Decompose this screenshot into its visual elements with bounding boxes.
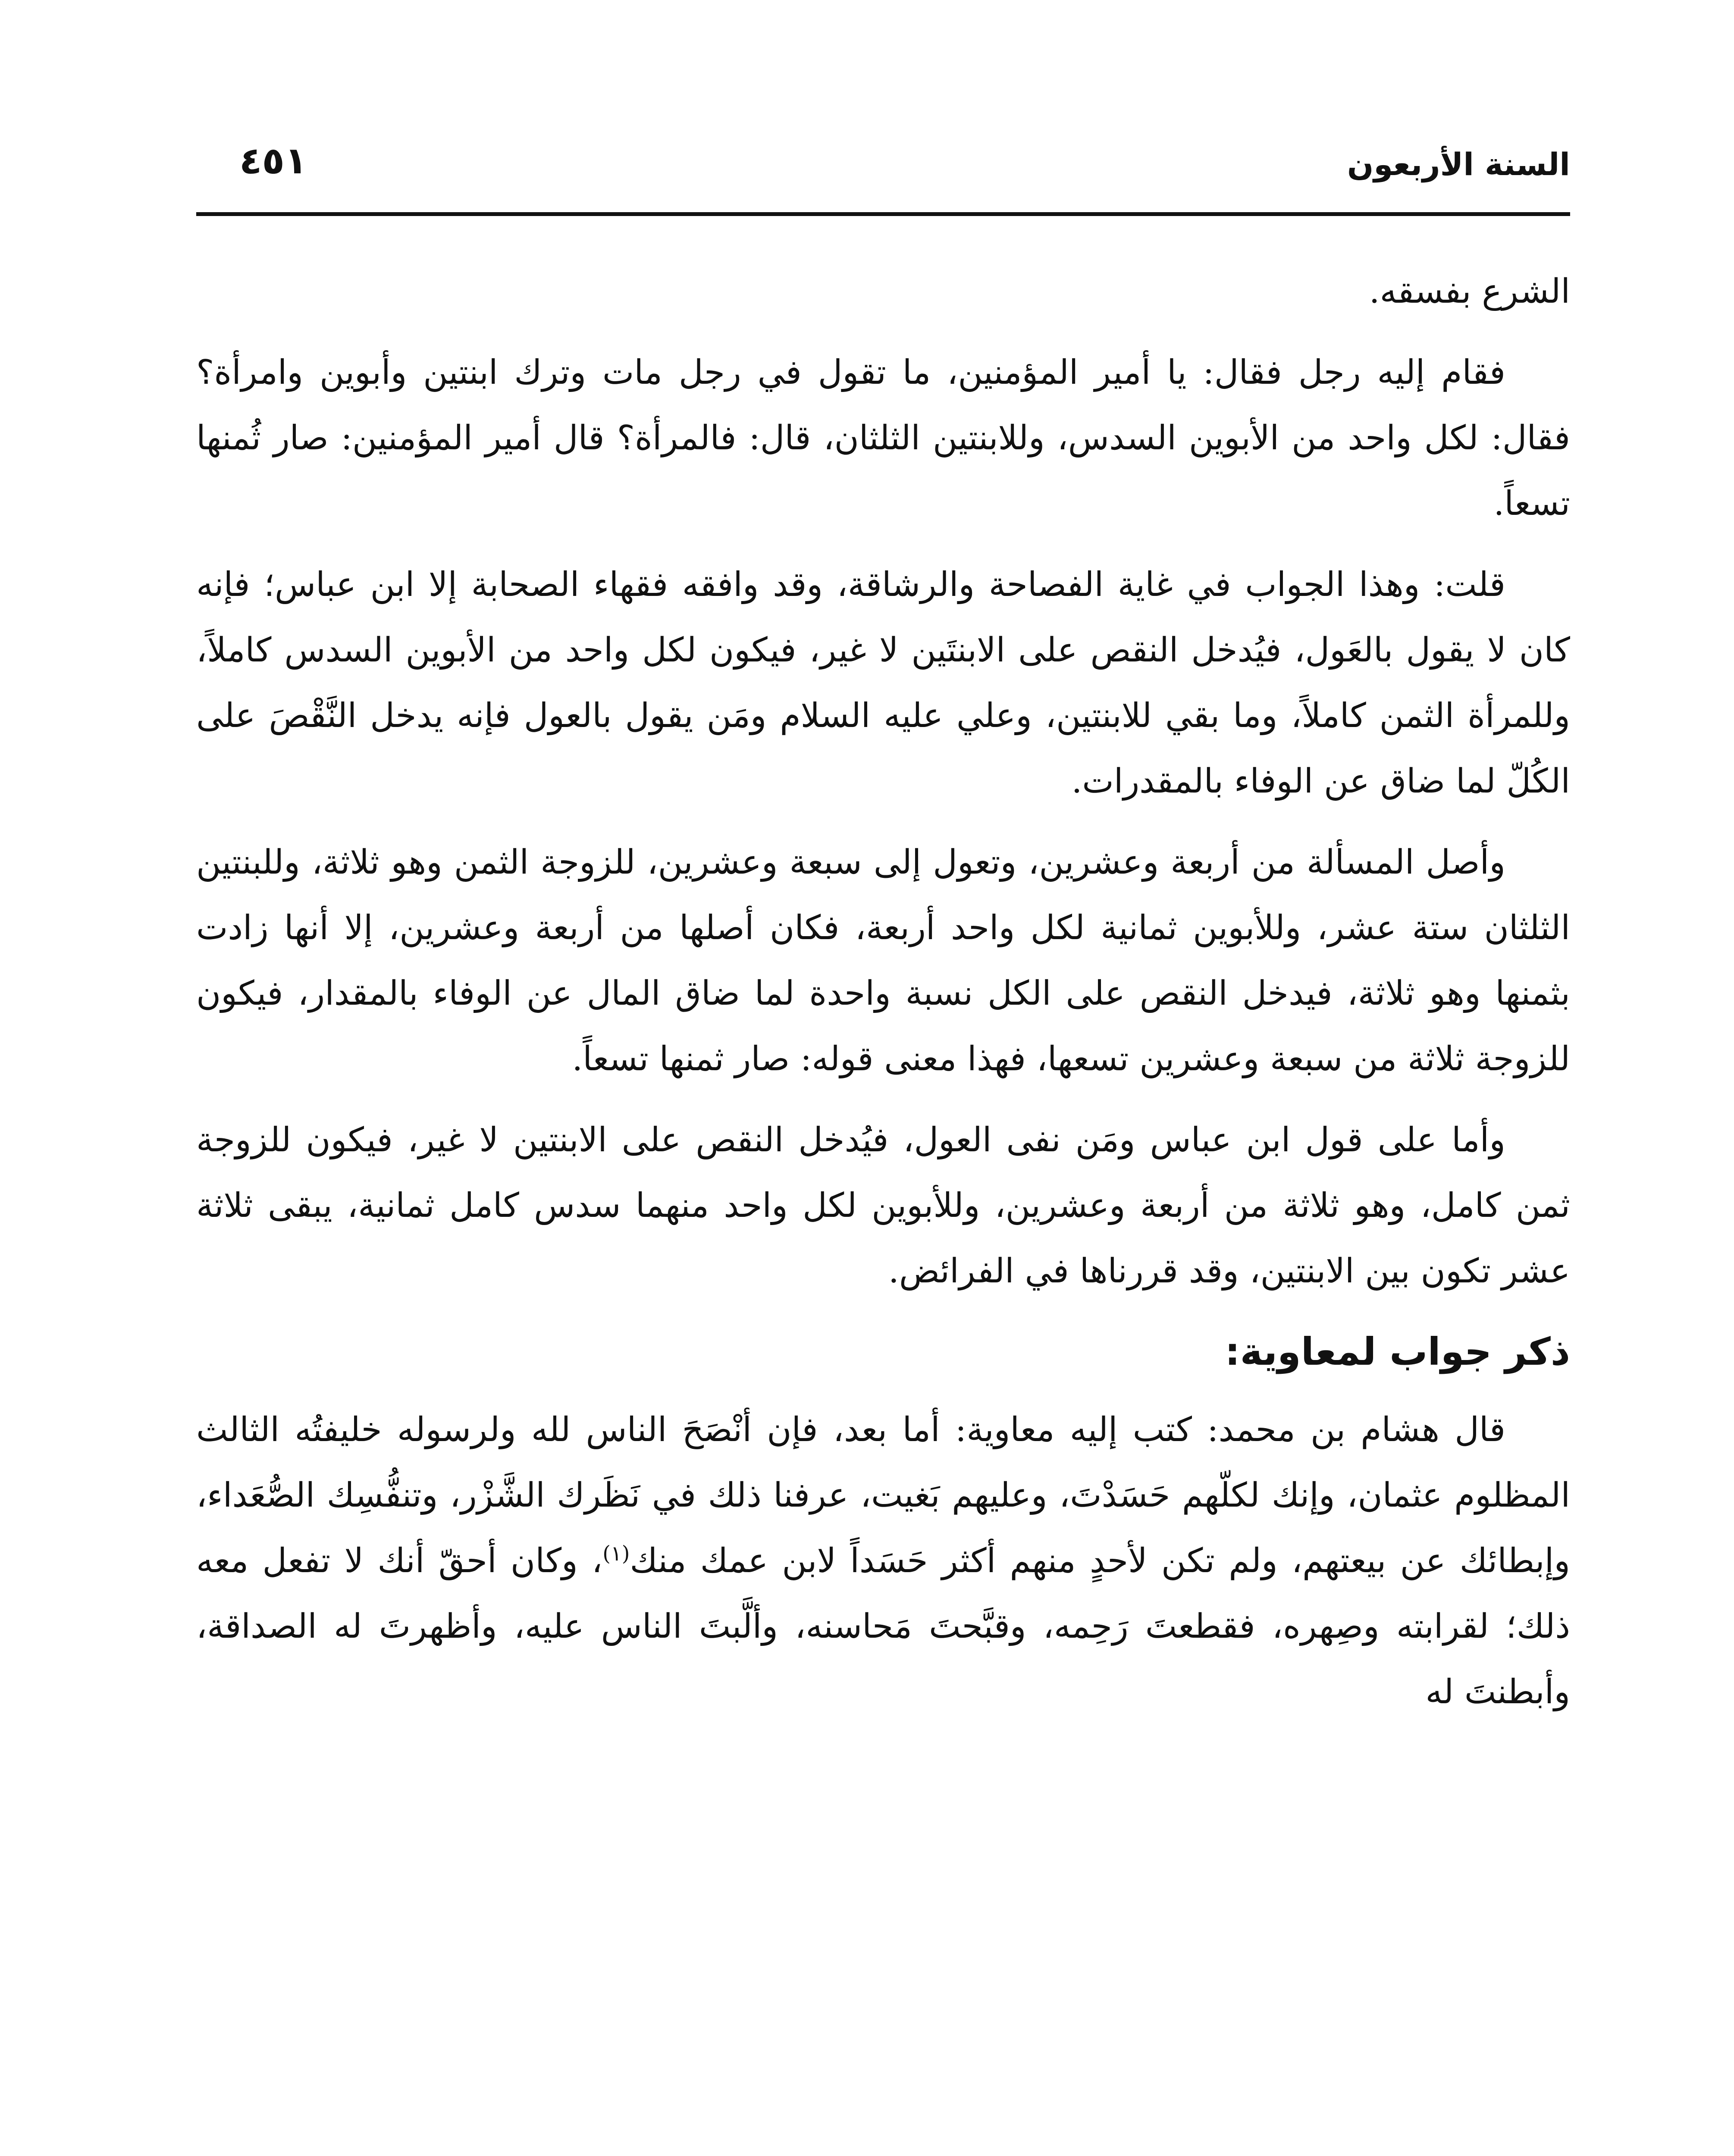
- paragraph-continuation: الشرع بفسقه.: [1369, 272, 1570, 311]
- letter-text-start: قال هشام بن محمد: كتب إليه معاوية: أما بعد، فإن أنْصَحَ الناس لله ولرسوله خليفتُه الثالث المظلوم عثمان، وإنك لكلّهم حَسَدْتَ، وعليهم بَغيت، عرفنا ذلك في نَظَرك الشَّزْر، وتنفُّسِك الصُّعَداء، وإبطائك عن بيعتهم، ولم تكن لأحدٍ منهم أكثر حَسَداً لابن عمك منك: [196, 1410, 1570, 1580]
- page-number: ٤٥١: [239, 139, 307, 182]
- paragraph-ibn-abbas: وأما على قول ابن عباس ومَن نفى العول، فيُدخل النقص على الابنتين لا غير، فيكون للزوجة ثمن كامل، وهو ثلاثة من أربعة وعشرين، وللأبوين لكل واحد منهما سدس كامل ثمانية، يبقى ثلاثة عشر تكون بين الابنتين، وقد قررناها في الفرائض.: [196, 1121, 1570, 1291]
- header-rule: [196, 212, 1570, 216]
- paragraph-question: فقام إليه رجل فقال: يا أمير المؤمنين، ما تقول في رجل مات وترك ابنتين وأبوين وامرأة؟ فقال: لكل واحد من الأبوين السدس، وللابنتين الثلثان، قال: فالمرأة؟ قال أمير المؤمنين: صار ثُمنها تسعاً.: [196, 353, 1570, 523]
- footnote-ref: (١): [602, 1542, 630, 1566]
- running-header: [196, 108, 1570, 207]
- section-heading: ذكر جواب لمعاوية:: [1225, 1329, 1570, 1374]
- paragraph-calculation: وأصل المسألة من أربعة وعشرين، وتعول إلى سبعة وعشرين، للزوجة الثمن وهو ثلاثة، وللبنتين الثلثان ستة عشر، وللأبوين ثمانية لكل واحد أربعة، فكان أصلها من أربعة وعشرين، إلا أنها زادت بثمنها وهو ثلاثة، فيدخل النقص على الكل نسبة واحدة لما ضاق المال عن الوفاء بالمقدار، فيكون للزوجة ثلاثة من سبعة وعشرين تسعها، فهذا معنى قوله: صار ثمنها تسعاً.: [196, 843, 1570, 1078]
- running-title: السنة الأربعون: [1347, 146, 1570, 182]
- paragraph-commentary: قلت: وهذا الجواب في غاية الفصاحة والرشاقة، وقد وافقه فقهاء الصحابة إلا ابن عباس؛ فإنه كان لا يقول بالعَول، فيُدخل النقص على الابنتَين لا غير، فيكون لكل واحد من الأبوين السدس كاملاً، وللمرأة الثمن كاملاً، وما بقي للابنتين، وعلي عليه السلام ومَن يقول بالعول فإنه يدخل النَّقْصَ على الكُلّ لما ضاق عن الوفاء بالمقدرات.: [196, 565, 1570, 801]
- letter-text-end: ، وكان أحقّ أنك لا تفعل معه ذلك؛ لقرابته وصِهره، فقطعتَ رَحِمه، وقبَّحتَ مَحاسنه، وألَّبتَ الناس عليه، وأظهرتَ له الصداقة، وأبطنتَ له: [196, 1542, 1570, 1711]
- body-text: [196, 259, 1570, 1740]
- paragraph-letter: [196, 1397, 1570, 1725]
